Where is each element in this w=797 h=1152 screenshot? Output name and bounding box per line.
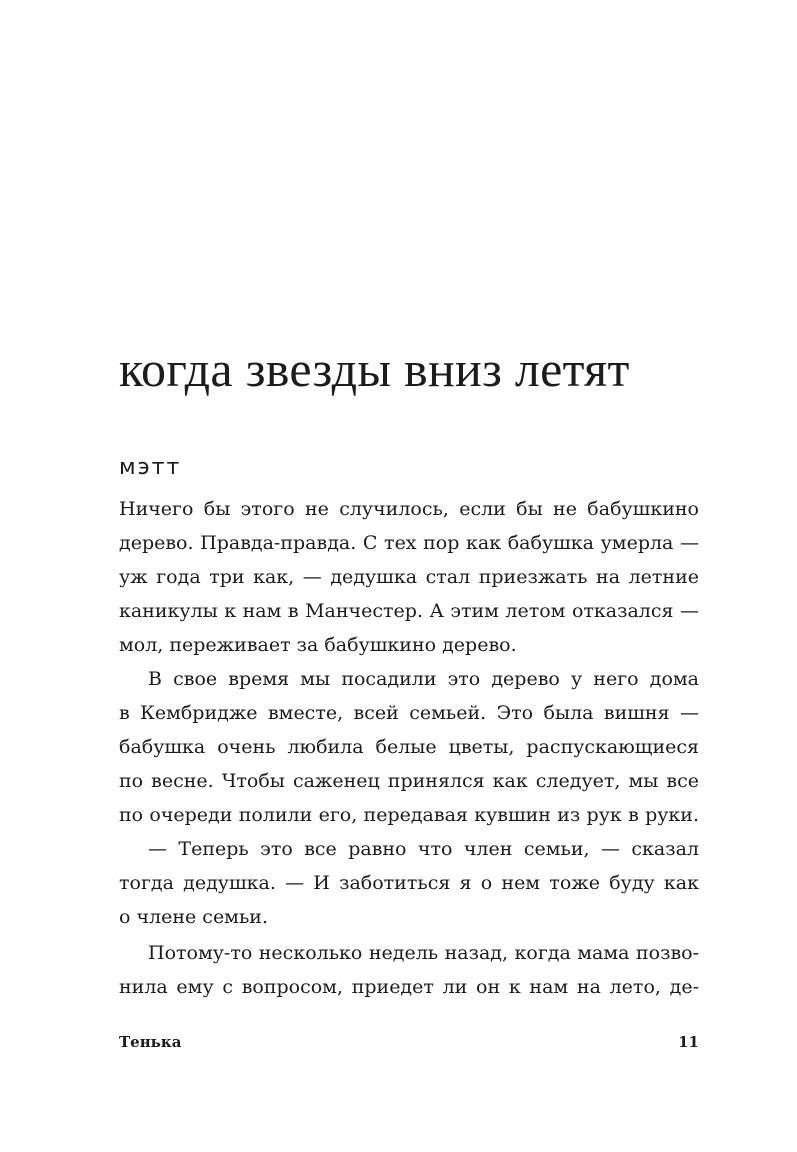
text-line: бабушка очень любила белые цветы, распускающиеся: [119, 736, 699, 758]
text-line: о члене семьи.: [119, 906, 269, 928]
page-number: 11: [678, 1033, 699, 1051]
paragraph: [119, 662, 699, 832]
chapter-title: когда звезды вниз летят: [119, 341, 630, 397]
text-line: дерево. Правда-правда. С тех пор как бабушка умерла —: [119, 532, 699, 554]
text-line: мол, переживает за бабушкино дерево.: [119, 634, 517, 656]
running-footer-title: Тенька: [119, 1033, 182, 1051]
text-line: по очереди полили его, передавая кувшин из рук в руки.: [119, 804, 699, 826]
text-line: тогда дедушка. — И заботиться я о нем тоже буду как: [119, 872, 699, 894]
narrator-name: мэтт: [119, 455, 182, 480]
paragraph: [119, 936, 699, 1004]
paragraph: [119, 492, 699, 662]
text-line: в Кембридже вместе, всей семьей. Это была вишня —: [119, 702, 699, 724]
text-line: каникулы к нам в Манчестер. А этим летом отказался —: [119, 600, 699, 622]
text-line: Потому-то несколько недель назад, когда мама позво-: [148, 942, 699, 964]
body-text: [119, 492, 699, 1004]
text-line: по весне. Чтобы саженец принялся как следует, мы все: [119, 770, 699, 792]
paragraph: [119, 832, 699, 934]
text-line: уж года три как, — дедушка стал приезжать на летние: [119, 566, 699, 588]
text-line: В свое время мы посадили это дерево у него дома: [148, 668, 699, 690]
text-line: нила ему с вопросом, приедет ли он к нам на лето, де-: [119, 976, 699, 998]
text-line: — Теперь это все равно что член семьи, — сказал: [148, 838, 699, 860]
text-line: Ничего бы этого не случилось, если бы не бабушкино: [119, 498, 699, 520]
